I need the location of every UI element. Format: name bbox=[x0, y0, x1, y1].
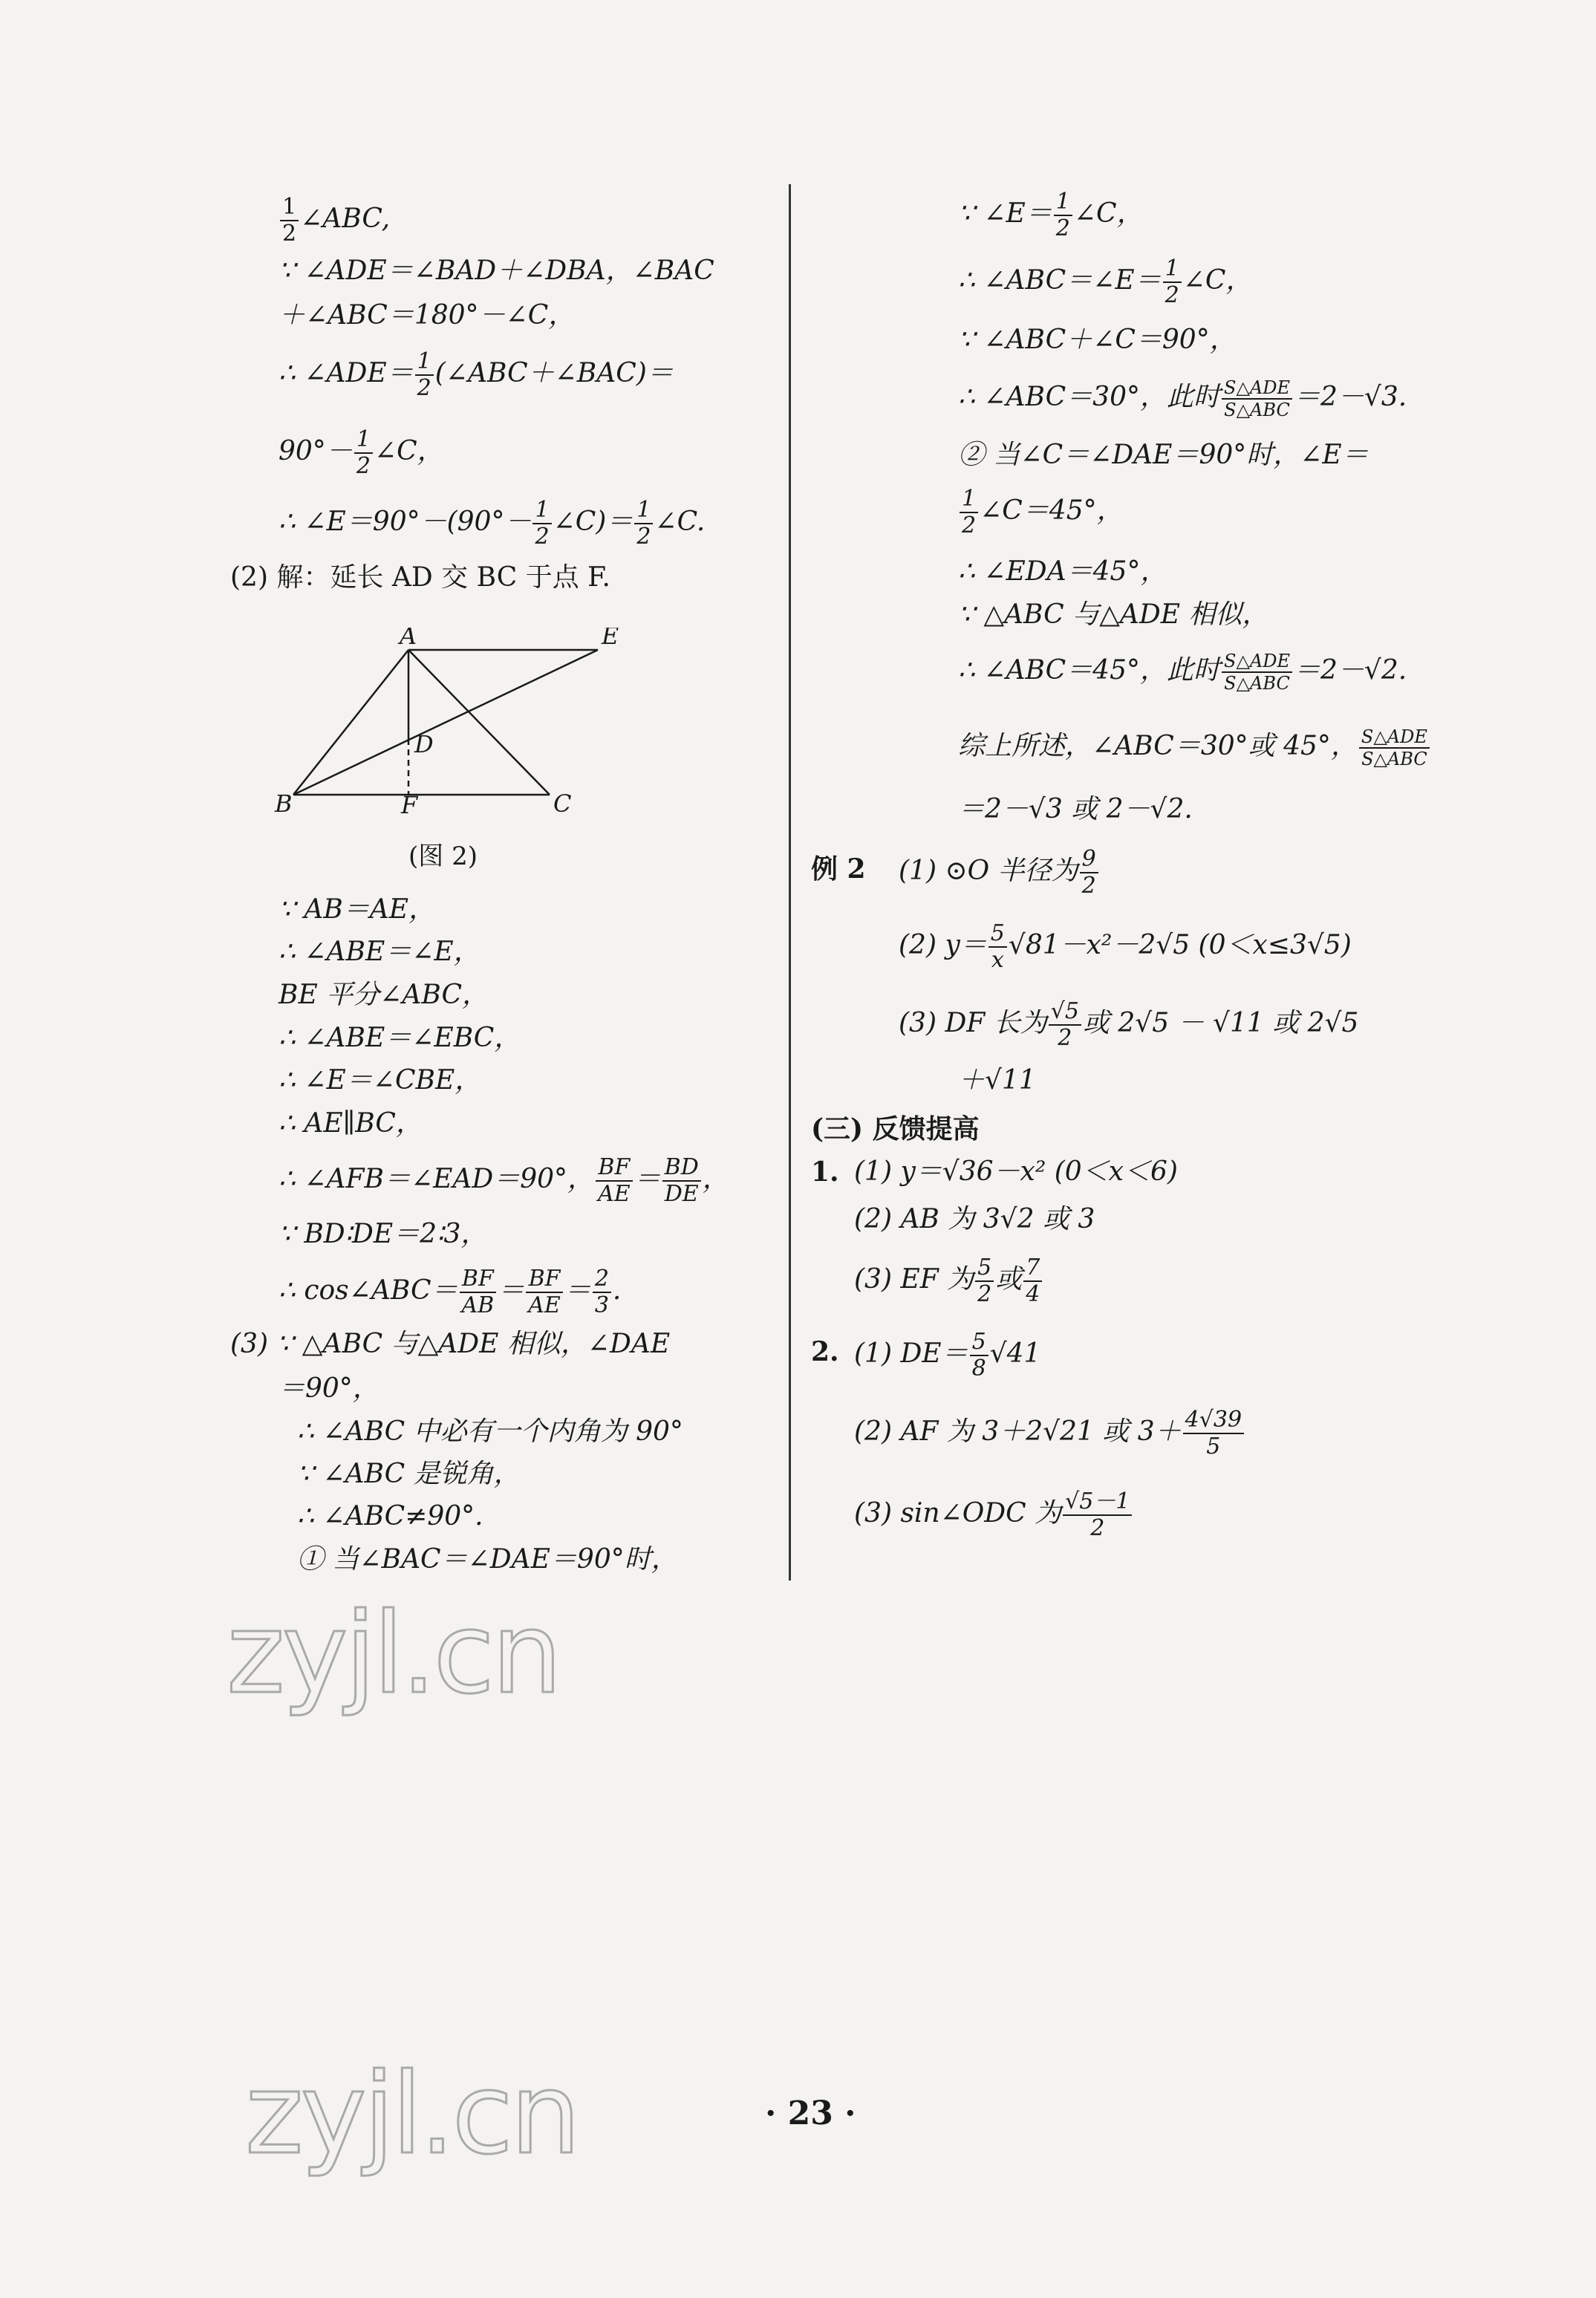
left-line-10: BE 平分∠ABC， bbox=[279, 980, 489, 1010]
section-feedback-heading: (三) 反馈提高 bbox=[811, 1113, 980, 1145]
right-line-8: ∵ △ABC 与△ADE 相似， bbox=[958, 599, 1269, 630]
fraction: $\frac{1}{2}$ bbox=[960, 486, 978, 538]
question-2-part-3: (3) sin∠ODC 为 $\frac{√5-1}{2}$ bbox=[854, 1489, 1133, 1541]
fraction: $\frac{BD}{DE}$ bbox=[662, 1155, 701, 1207]
fraction: $\frac{1}{2}$ bbox=[532, 498, 551, 550]
geometry-figure bbox=[267, 628, 639, 821]
question-2-label: 2. bbox=[811, 1336, 839, 1367]
right-line-6: $\frac{1}{2}$ ∠C＝45°， bbox=[958, 486, 1124, 538]
right-line-11: ＝2－√3 或 2－√2. bbox=[958, 794, 1193, 824]
left-line-6: ∴ ∠E＝90°－(90°－ $\frac{1}{2}$ ∠C)＝ $\frac{1}{2}$ ∠C. bbox=[279, 497, 706, 550]
column-divider bbox=[789, 184, 791, 1581]
right-line-1: ∵ ∠E＝ $\frac{1}{2}$ ∠C， bbox=[958, 189, 1144, 241]
fraction: $\frac{BF}{AE}$ bbox=[596, 1155, 633, 1207]
right-line-3: ∵ ∠ABC＋∠C＝90°， bbox=[958, 325, 1237, 355]
point-label-D: D bbox=[414, 730, 434, 758]
fraction: $\frac{5}{2}$ bbox=[975, 1255, 994, 1307]
fraction: $\frac{1}{2}$ bbox=[280, 195, 299, 247]
left-line-21: ∴ ∠ABC≠90°. bbox=[297, 1501, 483, 1532]
fraction: $\frac{5}{x}$ bbox=[988, 921, 1007, 973]
right-line-7: ∴ ∠EDA＝45°， bbox=[958, 556, 1167, 587]
fraction: $\frac{BF}{AB}$ bbox=[460, 1266, 497, 1318]
fraction: $\frac{7}{4}$ bbox=[1023, 1255, 1042, 1307]
left-line-16: ∴ cos∠ABC＝ $\frac{BF}{AB}$ ＝ $\frac{BF}{AE}$ ＝ $\frac{2}{3}$ . bbox=[279, 1266, 622, 1318]
left-line-13: ∴ AE∥BC， bbox=[279, 1108, 423, 1139]
question-2-part-2: (2) AF 为 3＋2√21 或 3＋ $\frac{4√39}{5}$ bbox=[854, 1407, 1245, 1459]
left-line-9: ∴ ∠ABE＝∠E， bbox=[279, 937, 481, 967]
question-1-part-2: (2) AB 为 3√2 或 3 bbox=[854, 1204, 1095, 1234]
point-label-A: A bbox=[400, 628, 417, 650]
page-number: · 23 · bbox=[765, 2094, 856, 2132]
example-2-part-3-cont: ＋√11 bbox=[958, 1065, 1036, 1096]
right-line-9: ∴ ∠ABC＝45°，此时 $\frac{\text{S△ADE}}{\text{S△ABC}}$ ＝2－√2. bbox=[958, 651, 1407, 694]
watermark-bottom: zyjl.cn bbox=[245, 2050, 579, 2179]
point-label-C: C bbox=[553, 790, 572, 818]
fraction: $\frac{1}{2}$ bbox=[634, 498, 653, 550]
left-line-19: ∴ ∠ABC 中必有一个内角为 90° bbox=[297, 1416, 683, 1447]
fraction: $\frac{√5}{2}$ bbox=[1049, 999, 1081, 1051]
left-line-14: ∴ ∠AFB＝∠EAD＝90°， $\frac{BF}{AE}$ ＝ $\frac{BD}{DE}$ ， bbox=[279, 1154, 729, 1207]
fraction: $\frac{1}{2}$ bbox=[1054, 189, 1072, 241]
example-2-part-1: (1) ⊙O 半径为 $\frac{9}{2}$ bbox=[899, 847, 1100, 899]
fraction: $\frac{\text{S△ADE}}{\text{S△ABC}}$ bbox=[1222, 651, 1292, 694]
point-label-F: F bbox=[401, 791, 418, 819]
figure-caption: (图 2) bbox=[408, 842, 478, 871]
fraction: $\frac{5}{8}$ bbox=[970, 1329, 988, 1381]
right-line-2: ∴ ∠ABC＝∠E＝ $\frac{1}{2}$ ∠C， bbox=[958, 255, 1253, 308]
right-line-5: ② 当∠C＝∠DAE＝90°时，∠E＝ bbox=[958, 440, 1369, 470]
left-line-11: ∴ ∠ABE＝∠EBC， bbox=[279, 1023, 521, 1053]
fraction: $\frac{4√39}{5}$ bbox=[1183, 1407, 1244, 1459]
segment-BE bbox=[293, 650, 598, 795]
fraction: $\frac{√5-1}{2}$ bbox=[1063, 1489, 1132, 1541]
left-line-18: ＝90°， bbox=[279, 1373, 380, 1404]
left-line-8: ∵ AB＝AE， bbox=[279, 894, 436, 925]
left-line-15: ∵ BD∶DE＝2∶3， bbox=[279, 1219, 488, 1249]
fraction: $\frac{1}{2}$ bbox=[354, 427, 373, 479]
left-line-3: ＋∠ABC＝180°－∠C， bbox=[279, 300, 576, 331]
left-line-5: 90°－ $\frac{1}{2}$ ∠C， bbox=[279, 426, 444, 479]
segment-AC bbox=[408, 650, 550, 795]
question-2-part-1: (1) DE＝ $\frac{5}{8}$ √41 bbox=[854, 1329, 1041, 1381]
segment-AB bbox=[293, 650, 408, 795]
watermark-top: zyjl.cn bbox=[227, 1589, 560, 1719]
fraction: $\frac{9}{2}$ bbox=[1080, 847, 1098, 899]
question-1-label: 1. bbox=[811, 1156, 839, 1188]
fraction: $\frac{1}{2}$ bbox=[1163, 256, 1182, 308]
fraction: $\frac{\text{S△ADE}}{\text{S△ABC}}$ bbox=[1359, 726, 1430, 769]
left-line-7: (2) 解：延长 AD 交 BC 于点 F. bbox=[230, 562, 610, 593]
left-line-1: $\frac{1}{2}$ ∠ABC, bbox=[279, 195, 390, 247]
right-line-10: 综上所述，∠ABC＝30°或 45°， $\frac{\text{S△ADE}}{\text{S△ABC}}$ bbox=[958, 724, 1431, 769]
left-line-12: ∴ ∠E＝∠CBE， bbox=[279, 1065, 482, 1096]
fraction: $\frac{1}{2}$ bbox=[415, 349, 434, 401]
fraction: $\frac{BF}{AE}$ bbox=[526, 1266, 563, 1318]
question-1-part-3: (3) EF 为 $\frac{5}{2}$ 或 $\frac{7}{4}$ bbox=[854, 1255, 1043, 1307]
question-1-part-1: (1) y＝√36－x² (0＜x＜6) bbox=[854, 1156, 1178, 1187]
point-label-E: E bbox=[602, 628, 619, 650]
left-line-20: ∵ ∠ABC 是锐角， bbox=[297, 1459, 521, 1489]
fraction: $\frac{\text{S△ADE}}{\text{S△ABC}}$ bbox=[1222, 377, 1292, 420]
left-line-17: (3) ∵ △ABC 与△ADE 相似，∠DAE bbox=[230, 1329, 671, 1359]
example-2-part-2: (2) y＝ $\frac{5}{x}$ √81－x²－2√5 (0＜x≤3√5) bbox=[899, 920, 1352, 973]
fraction: $\frac{2}{3}$ bbox=[593, 1266, 611, 1318]
left-line-4: ∴ ∠ADE＝ $\frac{1}{2}$ (∠ABC＋∠BAC)＝ bbox=[279, 348, 674, 401]
left-line-22: ① 当∠BAC＝∠DAE＝90°时， bbox=[297, 1544, 678, 1575]
example-2-label: 例 2 bbox=[811, 853, 866, 885]
left-line-2: ∵ ∠ADE＝∠BAD＋∠DBA，∠BAC bbox=[279, 255, 714, 286]
point-label-B: B bbox=[275, 790, 293, 818]
example-2-part-3: (3) DF 长为 $\frac{√5}{2}$ 或 2√5 － √11 或 2√5 bbox=[899, 998, 1359, 1051]
right-line-4: ∴ ∠ABC＝30°，此时 $\frac{\text{S△ADE}}{\text{S△ABC}}$ ＝2－√3. bbox=[958, 377, 1407, 420]
